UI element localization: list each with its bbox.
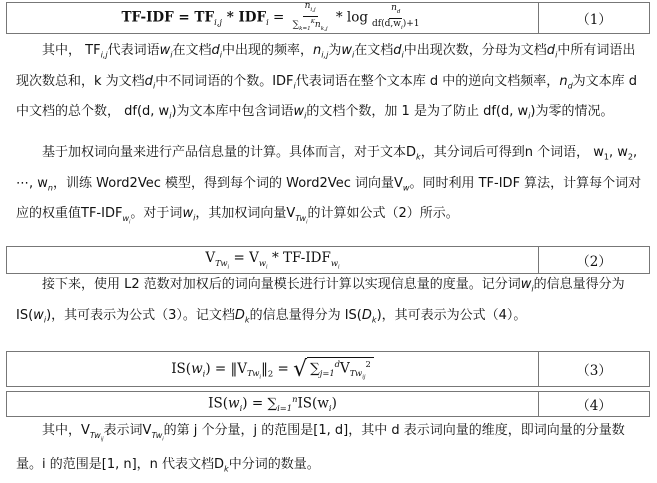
equation-3-box: [6, 351, 650, 387]
eq2-w-sub2: i: [266, 264, 268, 271]
equation-3: [7, 357, 538, 382]
p1-sub: i,j: [321, 50, 329, 60]
equation-1: [7, 1, 538, 35]
eq1-fraction: [291, 1, 330, 35]
p2-seg: 的计: [307, 206, 334, 222]
p1-sym: w: [159, 43, 171, 58]
p1-sub: i: [152, 81, 156, 91]
p1-seg: )为零的情况。: [530, 104, 614, 120]
eq4-w-sub: i: [239, 403, 243, 414]
eq1-tf-sub: i,j: [214, 17, 222, 28]
eq4-w: w: [228, 395, 240, 412]
p3-sym: D: [361, 307, 372, 323]
eq1-log-den: df(d,w: [372, 18, 401, 29]
p2-sub: n: [47, 183, 54, 193]
eq3-pow: 2: [365, 359, 371, 369]
eq3-eq2: =: [273, 360, 294, 377]
p1-sub: i: [555, 50, 558, 60]
p3-seg: 的信息量得分为 IS(: [249, 307, 362, 323]
eq3-norm-idx: 2: [267, 368, 274, 379]
eq4-sum-hi: n: [292, 394, 298, 405]
p3-sym: D: [234, 307, 245, 323]
equation-2: [7, 250, 538, 270]
p3-seg: 接下来，使用 L2 范数对加权后的词向量模长进行计算以实现信息量的度量。记分词: [42, 277, 521, 292]
eq1-log-num-sub: d: [396, 8, 401, 15]
p3-sub: i: [531, 284, 534, 294]
eq1-log: * log: [331, 9, 368, 26]
eq2-mul: * TF-IDF: [267, 249, 331, 266]
equation-1-number: （1）: [538, 3, 649, 33]
eq1-den-sum: ∑: [292, 20, 300, 30]
eq3-norm-open: ‖V: [230, 360, 247, 377]
p1-sym: w: [341, 43, 352, 58]
p4-sub: Twij: [89, 430, 104, 443]
paragraph-2: [16, 140, 646, 235]
p1-seg: 中出现次数，分母为: [403, 43, 521, 58]
p4-sub: Twi: [151, 430, 164, 443]
p2-sub: 2: [627, 152, 633, 162]
p2-seg: , ⋯, w: [16, 145, 638, 191]
p1-seg: 中不同词语的个数。IDF: [155, 73, 294, 89]
p3-seg: )，其可表示为公式（3）。记文档: [46, 307, 235, 323]
equation-2-box: [6, 246, 650, 274]
p2-seg: ，其分词后可得到: [420, 145, 525, 160]
p3-sub: k: [371, 315, 377, 325]
p2-sym: w: [182, 206, 194, 222]
p1-seg: 为: [328, 43, 342, 58]
eq4-term-sub: i: [328, 403, 332, 414]
p1-sym: d: [211, 43, 220, 58]
equation-4-number: （4）: [538, 392, 649, 416]
p2-sub: wi: [122, 213, 131, 226]
p1-seg: 中所有词语出现次数总和，k 为文档: [16, 43, 636, 89]
eq3-norm-sub: Tw: [246, 368, 260, 379]
eq2-eq: = V: [229, 249, 259, 266]
eq4-sum-lo: i=1: [277, 403, 293, 414]
equation-1-box: [6, 2, 650, 34]
eq3-sqrt-body: [307, 357, 374, 381]
p1-seg: 代表词语在整个文本: [295, 73, 413, 89]
p1-seg: 库 d 中的逆向文档频率，: [412, 73, 560, 89]
p1-seg: 其中， TF: [42, 43, 101, 58]
eq1-idf: * IDF: [222, 9, 267, 26]
p1-seg: 代表词语: [107, 43, 160, 58]
equation-3-number: （3）: [538, 352, 649, 386]
p4-seg: 其中，V: [42, 423, 90, 438]
p1-sym: n: [559, 73, 568, 89]
p1-seg: 在文档: [354, 43, 394, 58]
p1-sym: d: [144, 73, 153, 89]
p1-seg: 文档: [520, 43, 547, 58]
p1-sub: i: [528, 111, 531, 121]
eq3-is: IS(: [171, 360, 192, 377]
p4-seg: 的第 j 个分量，j 的范围是[1, d]，其中 d 表示词向量的维度，: [163, 423, 521, 438]
eq3-close: ) =: [205, 360, 231, 377]
eq1-log-den-sub: i: [400, 24, 403, 31]
p2-seg: ，训练 Word2Vec 模型，得到每个词的 Word2Vec 词向量V: [53, 175, 403, 191]
eq2-v-sub: Tw: [215, 257, 228, 268]
p2-seg: 利用 TF-IDF 算法，计算每个词对应的权重值TF-IDF: [16, 175, 642, 222]
p2-seg: 。对于词: [130, 206, 183, 222]
p3-seg: )，其可: [376, 307, 421, 323]
eq1-den-term-sub: k,j: [320, 25, 328, 32]
eq4-term: IS(w: [297, 395, 329, 412]
p1-seg: 为文本库 d 中文档的总个数， df(d, w: [16, 73, 638, 120]
p1-sub: i: [304, 111, 307, 121]
p1-sub: i: [401, 50, 404, 60]
p2-sub: i: [193, 213, 196, 223]
p1-sub: i: [170, 50, 173, 60]
p2-sub: Twi: [295, 213, 308, 226]
p1-sub: d: [567, 81, 573, 91]
p2-sub: k: [416, 152, 421, 162]
eq3-term-sub: Tw: [349, 368, 363, 379]
eq2-v-sub2: i: [227, 264, 230, 271]
eq3-term: V: [340, 360, 350, 377]
p3-seg: 表示为公式（4）。: [420, 307, 527, 323]
eq3-sum-lo: j=1: [319, 368, 335, 379]
p4-seg: 即词向量的分量数量。i 的范围是[1, n]，n 代表文档D: [16, 423, 625, 473]
eq2-v: V: [205, 249, 216, 266]
eq3-norm-close: ‖: [261, 360, 268, 377]
p3-sym: w: [33, 307, 44, 323]
p1-sub: i: [351, 50, 355, 60]
eq4-sum: ∑: [267, 395, 278, 412]
sqrt-icon: √: [293, 356, 308, 382]
eq3-sum-hi: d: [334, 359, 341, 369]
eq2-t-sub2: i: [338, 264, 340, 271]
p2-sub: 1: [603, 152, 609, 162]
eq4-close: ) =: [242, 395, 268, 412]
p2-seg: 基于加权词向量来进行产品信息量的计算。具体而言，对于文本D: [42, 145, 417, 160]
eq1-den-top: K: [310, 19, 315, 25]
eq3-w: w: [191, 360, 203, 377]
p1-seg: 中出现的频率，: [222, 43, 314, 58]
eq1-idf-sub: i: [266, 17, 269, 28]
eq1-lhs: TF-IDF = TF: [121, 9, 215, 26]
p1-sym: n: [313, 43, 322, 58]
eq1-num: n: [304, 1, 311, 12]
eq2-t-sub: w: [330, 257, 338, 268]
p3-sub: i: [43, 315, 47, 325]
p3-sym: w: [520, 277, 532, 292]
eq3-norm-sub2: i: [259, 374, 262, 381]
p2-seg: n 个词语， w: [524, 145, 604, 160]
p1-seg: )为文本库中包含词语: [171, 104, 294, 120]
p4-seg: 中分词的数量。: [228, 457, 320, 473]
equation-4: [7, 394, 538, 413]
eq3-w-sub: i: [202, 368, 206, 379]
eq1-equals: =: [268, 9, 289, 26]
p1-sub: i: [219, 50, 223, 60]
eq1-num-sub: i,j: [310, 7, 316, 13]
paragraph-4: [16, 418, 646, 483]
p1-sym: d: [546, 43, 556, 58]
p1-seg: 在文档: [172, 43, 212, 58]
equation-2-number: （2）: [538, 247, 649, 273]
p2-seg: 算如公式（2）所示。: [333, 206, 459, 222]
eq1-log-num: n: [391, 2, 397, 13]
paragraph-3: [16, 272, 646, 333]
p3-seg: 的信息量得分为 IS(: [16, 277, 625, 323]
p2-seg: , w: [608, 145, 628, 160]
eq1-den-term: n: [314, 20, 321, 30]
p1-sym: w: [293, 104, 305, 120]
p1-sub: i: [169, 111, 172, 121]
paragraph-1: [16, 38, 646, 130]
p2-seg: 。同时: [409, 175, 449, 191]
p3-sub: k: [244, 315, 250, 325]
p2-sub: w: [402, 183, 410, 193]
equation-4-box: [6, 391, 650, 417]
eq1-log-den-end: )+1: [402, 18, 420, 29]
p4-sub: k: [224, 464, 229, 474]
eq4-is: IS(: [208, 395, 229, 412]
eq3-sum: ∑: [310, 360, 320, 377]
eq1-den-lim: k=1: [299, 25, 311, 32]
p4-seg: 表示词V: [103, 423, 152, 438]
eq4-term-close: ): [331, 395, 337, 412]
p1-seg: 的文档个数，加 1 是为了防止 df(d, w: [306, 104, 529, 120]
eq2-w-sub: w: [258, 257, 266, 268]
eq1-log-fraction: [370, 3, 422, 34]
p1-sub: i: [293, 81, 296, 91]
p2-seg: ，其加权词向量V: [195, 206, 296, 222]
p1-sub: i,j: [100, 50, 108, 60]
eq3-term-sub2: ij: [362, 374, 366, 381]
p1-sym: d: [393, 43, 402, 58]
